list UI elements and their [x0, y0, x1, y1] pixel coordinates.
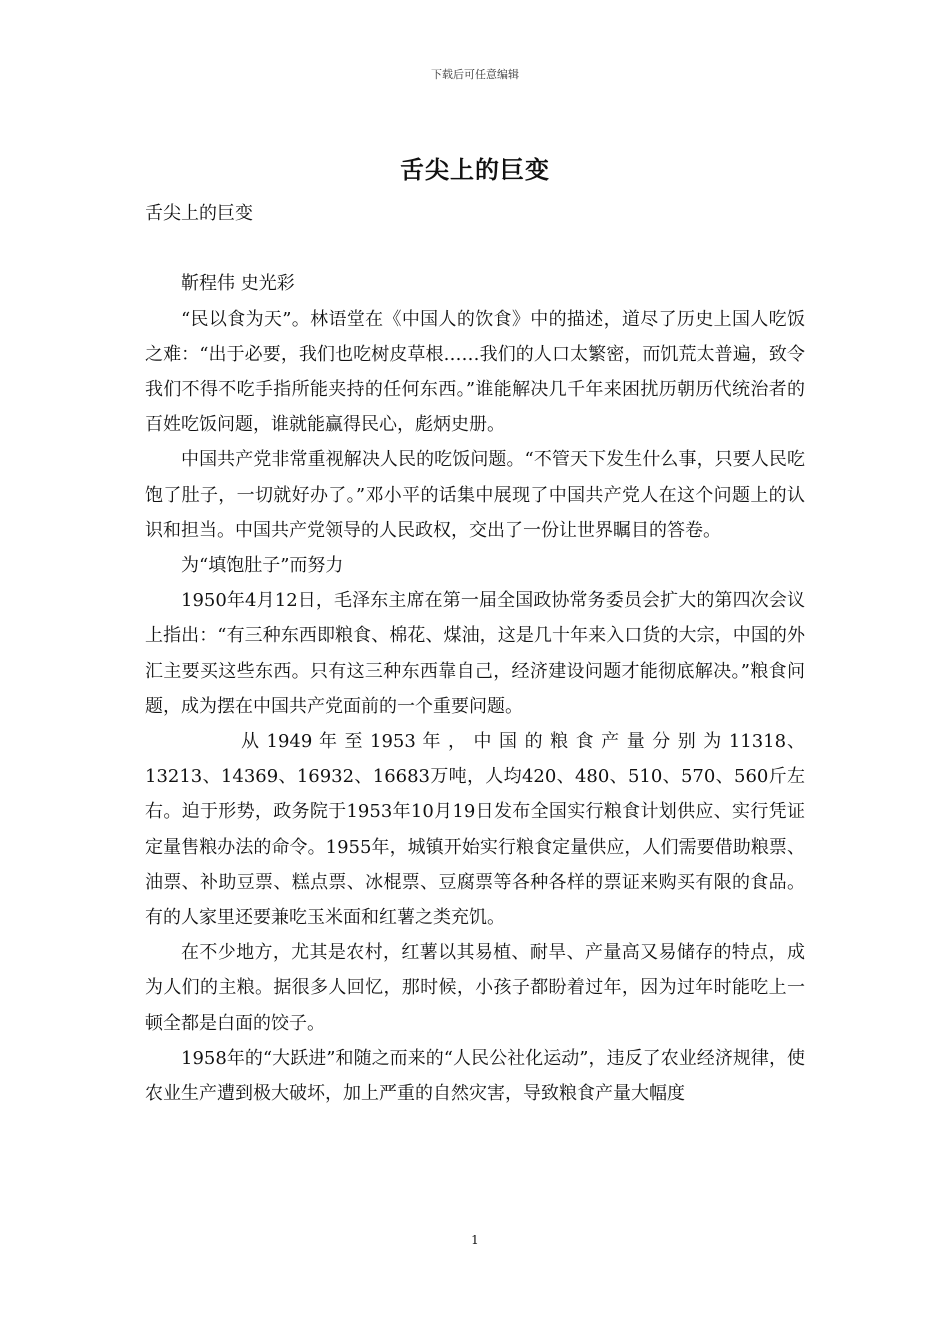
body-paragraph: 在不少地方，尤其是农村，红薯以其易植、耐旱、产量高又易储存的特点，成为人们的主粮。据很多人回忆，那时候，小孩子都盼着过年，因为过年时能吃上一顿全都是白面的饺子。 — [145, 942, 805, 1034]
body-paragraph: 1958年的“大跃进”和随之而来的“人民公社化运动”，违反了农业经济规律，使农业生产遭到极大破坏，加上严重的自然灾害，导致粮食产量大幅度 — [145, 1047, 805, 1105]
page-number: 1 — [471, 1233, 479, 1247]
document-title: 舌尖上的巨变 — [400, 155, 550, 184]
document-body — [145, 196, 805, 1111]
body-paragraph: 中国共产党非常重视解决人民的吃饭问题。“不管天下发生什么事，只要人民吃饱了肚子，一切就好办了。”邓小平的话集中展现了中国共产党人在这个问题上的认识和担当。中国共产党领导的人民政权，交出了一份让世界瞩目的答卷。 — [145, 449, 805, 541]
section-heading: 为“填饱肚子”而努力 — [181, 555, 344, 577]
body-paragraph: 1950年4月12日，毛泽东主席在第一届全国政协常务委员会扩大的第四次会议上指出：“有三种东西即粮食、棉花、煤油，这是几十年来入口货的大宗，中国的外汇主要买这些东西。只有这三种东西靠自己，经济建设问题才能彻底解决。”粮食问题，成为摆在中国共产党面前的一个重要问题。 — [145, 590, 805, 717]
author-line: 靳程伟 史光彩 — [181, 273, 295, 295]
blank-line — [145, 231, 805, 266]
page-header-note: 下载后可任意编辑 — [431, 68, 519, 81]
subtitle-paragraph: 舌尖上的巨变 — [145, 203, 253, 224]
body-paragraph: “民以食为天”。林语堂在《中国人的饮食》中的描述，道尽了历史上国人吃饭之难：“出于必要，我们也吃树皮草根……我们的人口太繁密，而饥荒太普遍，致令我们不得不吃手指所能夹持的任何东西。”谁能解决几千年来困扰历朝历代统治者的百姓吃饭问题，谁就能赢得民心，彪炳史册。 — [145, 308, 805, 436]
body-paragraph: 从 1949 年 至 1953 年 ， 中 国 的 粮 食 产 量 分 别 为 11318、13213、14369、16932、16683万吨，人均420、480、510、570、560斤左右。迫于形势，政务院于1953年10月19日发布全国实行粮食计划供应、实行凭证定量售粮办法的命令。1955年，城镇开始实行粮食定量供应，人们需要借助粮票、油票、补助豆票、糕点票、冰棍票、豆腐票等各种各样的票证来购买有限的食品。有的人家里还要兼吃玉米面和红薯之类充饥。 — [145, 731, 805, 929]
